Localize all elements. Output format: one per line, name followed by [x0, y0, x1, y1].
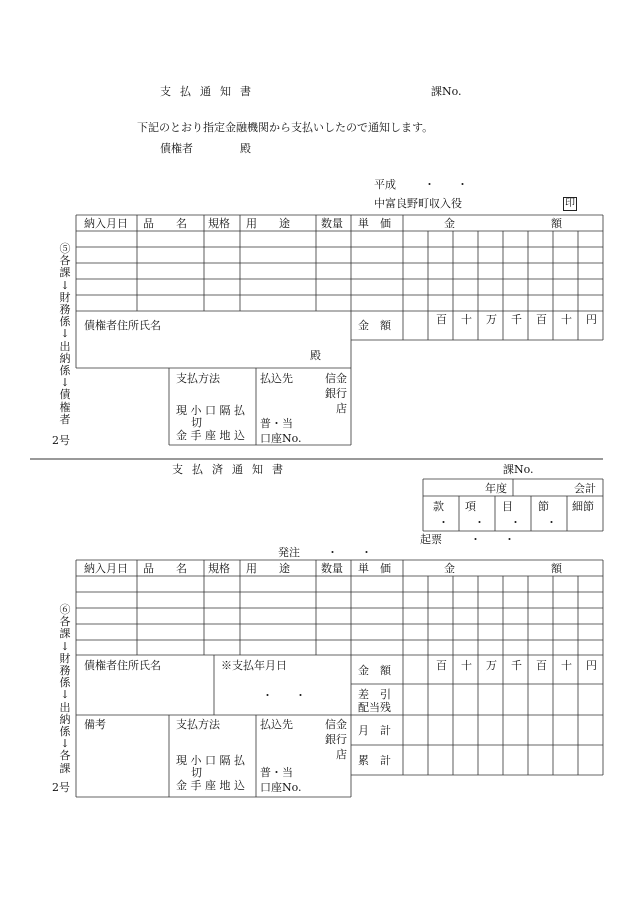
receipt-col-price: 単 価: [358, 562, 391, 575]
notice-intro: 下記のとおり指定金融機関から支払いしたので通知します。: [137, 121, 434, 134]
notice-era: 平成: [374, 178, 396, 191]
notice-acct-no: 口座No.: [260, 432, 302, 445]
notice-pay-to: 払込先: [260, 372, 293, 385]
notice-digit: 百: [436, 313, 447, 326]
notice-col-qty: 数量: [321, 217, 343, 230]
receipt-digit: 千: [511, 659, 522, 672]
receipt-dept-no: 課No.: [503, 463, 534, 476]
notice-col-use: 用 途: [246, 217, 290, 230]
receipt-budget-dot: ・: [510, 516, 521, 529]
receipt-sashihiki: 差 引: [358, 688, 391, 701]
receipt-acct-type: 普・当: [260, 766, 293, 779]
receipt-digit: 十: [561, 659, 572, 672]
notice-col-date: 納入月日: [84, 217, 128, 230]
receipt-pay-methods-line1: 現 小 口 隔 払: [176, 754, 245, 767]
notice-creditor-label: 債権者住所氏名: [84, 319, 161, 332]
receipt-bank-shinkin: 信金: [325, 718, 347, 731]
receipt-budget-dot: ・: [438, 516, 449, 529]
notice-digit: 万: [486, 313, 497, 326]
receipt-budget-kou: 項: [465, 500, 476, 513]
notice-title: 支払通知書: [160, 85, 260, 98]
notice-col-amount-gaku: 額: [551, 217, 562, 230]
notice-digit: 百: [536, 313, 547, 326]
receipt-budget-dot: ・: [474, 516, 485, 529]
receipt-digit: 十: [461, 659, 472, 672]
receipt-digit: 百: [436, 659, 447, 672]
receipt-col-use: 用 途: [246, 562, 290, 575]
receipt-side-route: ⑥各課↓財務係↓出納係↓各課: [59, 603, 71, 775]
receipt-kippyo: 起票: [420, 533, 442, 546]
notice-bank-ten: 店: [336, 402, 347, 415]
receipt-col-amount-kin: 金: [444, 562, 455, 575]
receipt-digit: 万: [486, 659, 497, 672]
receipt-creditor-label: 債権者住所氏名: [84, 659, 161, 672]
receipt-haitou-zan: 配当残: [358, 701, 391, 714]
receipt-nendo: 年度: [485, 482, 507, 495]
notice-digit: 十: [561, 313, 572, 326]
receipt-col-item: 品 名: [143, 562, 187, 575]
notice-creditor: 債権者: [160, 142, 193, 155]
receipt-kippyo-dot-1: ・: [470, 533, 481, 546]
notice-pay-methods-line2: 金 手 座 地 込: [176, 429, 245, 442]
receipt-bank-ten: 店: [336, 748, 347, 761]
receipt-budget-saisetsu: 細節: [572, 500, 594, 513]
notice-bank-shinkin: 信金: [325, 372, 347, 385]
receipt-pay-methods-line2: 金 手 座 地 込: [176, 779, 245, 792]
notice-pay-methods-line1b: 切: [191, 416, 202, 429]
receipt-hatchu-dot-2: ・: [361, 546, 372, 559]
notice-dept-no: 課No.: [431, 85, 462, 98]
receipt-col-date: 納入月日: [84, 562, 128, 575]
notice-acct-type: 普・当: [260, 417, 293, 430]
receipt-digit: 百: [536, 659, 547, 672]
notice-digit: 千: [511, 313, 522, 326]
receipt-budget-kan: 款: [433, 500, 444, 513]
notice-bank-ginko: 銀行: [325, 387, 347, 400]
receipt-hatchu: 発注: [278, 546, 300, 559]
notice-pay-method: 支払方法: [176, 372, 220, 385]
receipt-hatchu-dot-1: ・: [327, 546, 338, 559]
receipt-pay-date: ※支払年月日: [221, 659, 287, 672]
receipt-ruikei: 累 計: [358, 754, 391, 767]
notice-dono: 殿: [240, 142, 251, 155]
receipt-kippyo-dot-2: ・: [504, 533, 515, 546]
notice-form-no: 2号: [52, 434, 70, 447]
notice-col-spec: 規格: [208, 217, 230, 230]
notice-side-route: ⑤各課↓財務係↓出納係↓債権者: [59, 242, 71, 426]
receipt-bank-ginko: 銀行: [325, 733, 347, 746]
receipt-acct-no: 口座No.: [260, 781, 302, 794]
notice-col-price: 単 価: [358, 217, 391, 230]
receipt-pay-date-dots: ・ ・: [262, 689, 306, 702]
receipt-budget-dot: ・: [546, 516, 557, 529]
receipt-col-amount-gaku: 額: [551, 562, 562, 575]
receipt-pay-methods-line1b: 切: [191, 766, 202, 779]
notice-digit: 円: [586, 313, 597, 326]
notice-col-amount-kin: 金: [444, 217, 455, 230]
receipt-budget-setsu: 節: [538, 500, 549, 513]
receipt-digit: 円: [586, 659, 597, 672]
receipt-form-no: 2号: [52, 781, 70, 794]
receipt-bikou: 備考: [84, 718, 106, 731]
notice-col-item: 品 名: [143, 217, 187, 230]
receipt-col-spec: 規格: [208, 562, 230, 575]
receipt-col-qty: 数量: [321, 562, 343, 575]
notice-digit: 十: [461, 313, 472, 326]
notice-pay-methods-line1: 現 小 口 隔 払: [176, 404, 245, 417]
receipt-kaikei: 会計: [574, 482, 596, 495]
receipt-getsukei: 月 計: [358, 724, 391, 737]
notice-issuer: 中富良野町収入役: [374, 197, 462, 210]
receipt-kingaku: 金 額: [358, 664, 391, 677]
notice-creditor-dono: 殿: [310, 349, 321, 362]
notice-kingaku: 金 額: [358, 319, 391, 332]
receipt-budget-moku: 目: [502, 500, 513, 513]
receipt-title: 支払済通知書: [172, 463, 292, 476]
receipt-pay-method: 支払方法: [176, 718, 220, 731]
seal-stamp-box: 印: [565, 198, 575, 209]
notice-date-dot-2: ・: [457, 178, 468, 191]
notice-date-dot-1: ・: [424, 178, 435, 191]
receipt-pay-to: 払込先: [260, 718, 293, 731]
